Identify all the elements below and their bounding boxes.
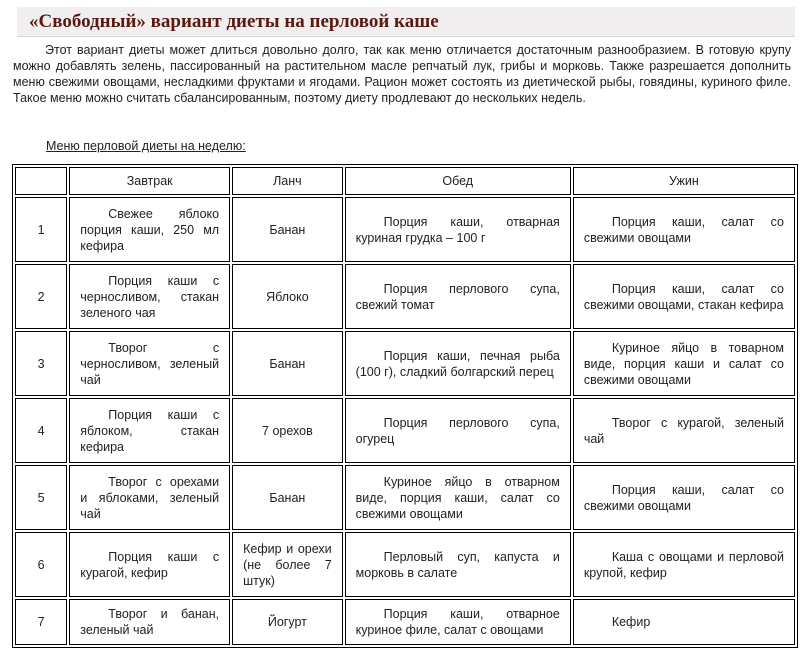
supper-cell: Кефир	[573, 599, 795, 645]
day-cell: 2	[15, 264, 67, 329]
dinner-cell: Порция каши, отварная куриная грудка – 100 г	[345, 197, 571, 262]
lunch-cell: Кефир и орехи (не более 7 штук)	[232, 532, 343, 597]
table-row	[15, 532, 795, 597]
breakfast-cell: Порция каши с курагой, кефир	[69, 532, 230, 597]
lunch-cell: Йогурт	[232, 599, 343, 645]
table-row	[15, 197, 795, 262]
page-title: «Свободный» вариант диеты на перловой каше	[17, 7, 795, 37]
header-breakfast: Завтрак	[69, 167, 230, 195]
header-day	[15, 167, 67, 195]
day-cell: 1	[15, 197, 67, 262]
table-row	[15, 264, 795, 329]
diet-menu-table	[12, 164, 798, 648]
header-supper: Ужин	[573, 167, 795, 195]
dinner-cell: Куриное яйцо в отварном виде, порция каши, салат со свежими овощами	[345, 465, 571, 530]
table-row	[15, 398, 795, 463]
supper-cell: Куриное яйцо в товарном виде, порция каши и салат со свежими овощами	[573, 331, 795, 396]
supper-cell: Порция каши, салат со свежими овощами, стакан кефира	[573, 264, 795, 329]
dinner-cell: Перловый суп, капуста и морковь в салате	[345, 532, 571, 597]
intro-paragraph: Этот вариант диеты может длиться довольно долго, так как меню отличается достаточным разнообразием. В готовую крупу можно добавлять зелень, пассированный на растительном масле репчатый лук, грибы и морковь. Также разрешается дополнить меню свежими овощами, несладкими фруктами и ягодами. Рацион может состоять из диетической рыбы, говядины, куриного филе. Такое меню можно считать сбалансированным, поэтому диету продлевают до нескольких недель.	[13, 43, 791, 105]
supper-cell: Каша с овощами и перловой крупой, кефир	[573, 532, 795, 597]
header-lunch: Ланч	[232, 167, 343, 195]
lunch-cell: Банан	[232, 331, 343, 396]
menu-caption: Меню перловой диеты на неделю:	[46, 139, 246, 153]
dinner-cell: Порция перлового супа, свежий томат	[345, 264, 571, 329]
lunch-cell: Банан	[232, 197, 343, 262]
table-header-row	[15, 167, 795, 195]
supper-cell: Порция каши, салат со свежими овощами	[573, 197, 795, 262]
dinner-cell: Порция перлового супа, огурец	[345, 398, 571, 463]
day-cell: 6	[15, 532, 67, 597]
table-row	[15, 331, 795, 396]
breakfast-cell: Свежее яблоко порция каши, 250 мл кефира	[69, 197, 230, 262]
breakfast-cell: Творог с черносливом, зеленый чай	[69, 331, 230, 396]
table-row	[15, 599, 795, 645]
lunch-cell: Банан	[232, 465, 343, 530]
day-cell: 7	[15, 599, 67, 645]
day-cell: 4	[15, 398, 67, 463]
breakfast-cell: Творог с орехами и яблоками, зеленый чай	[69, 465, 230, 530]
lunch-cell: Яблоко	[232, 264, 343, 329]
breakfast-cell: Творог и банан, зеленый чай	[69, 599, 230, 645]
day-cell: 5	[15, 465, 67, 530]
supper-cell: Творог с курагой, зеленый чай	[573, 398, 795, 463]
header-dinner: Обед	[345, 167, 571, 195]
breakfast-cell: Порция каши с черносливом, стакан зеленого чая	[69, 264, 230, 329]
day-cell: 3	[15, 331, 67, 396]
supper-cell: Порция каши, салат со свежими овощами	[573, 465, 795, 530]
table-row	[15, 465, 795, 530]
dinner-cell: Порция каши, печная рыба (100 г), сладкий болгарский перец	[345, 331, 571, 396]
dinner-cell: Порция каши, отварное куриное филе, салат с овощами	[345, 599, 571, 645]
lunch-cell: 7 орехов	[232, 398, 343, 463]
breakfast-cell: Порция каши с яблоком, стакан кефира	[69, 398, 230, 463]
